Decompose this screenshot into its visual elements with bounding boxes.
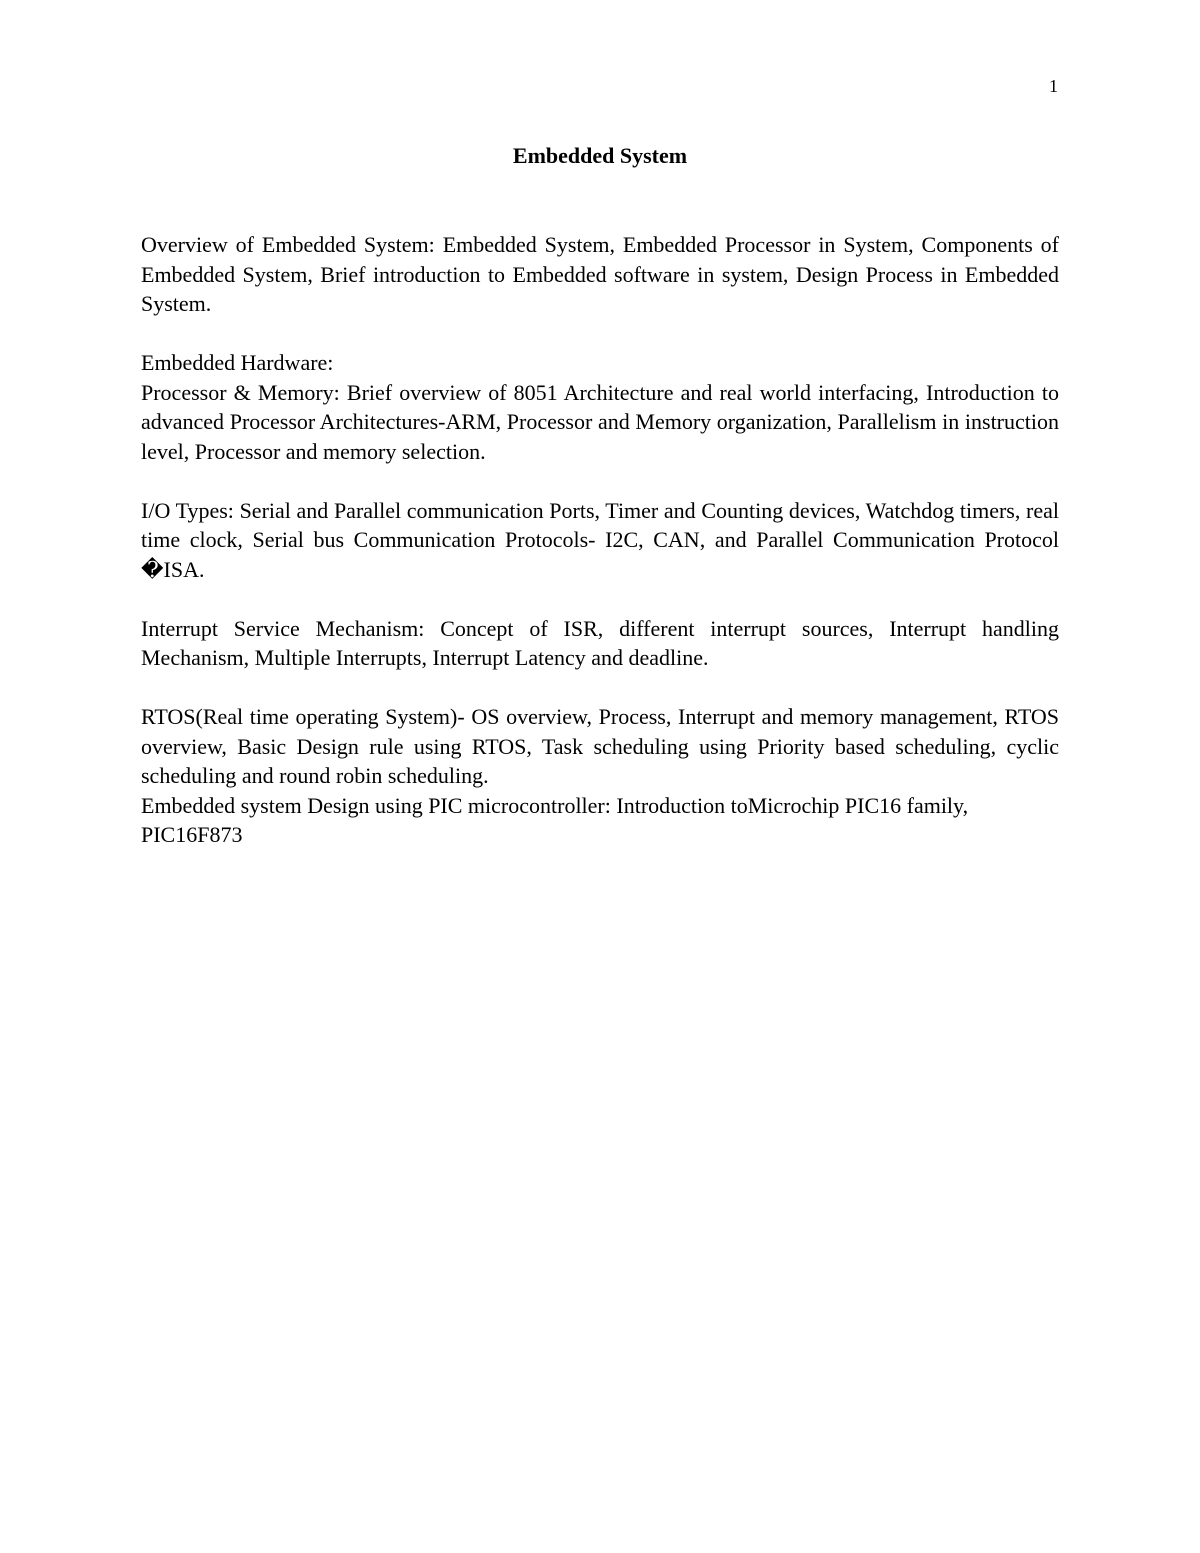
page-number: 1	[1049, 76, 1058, 96]
rtos-paragraph: RTOS(Real time operating System)- OS overview, Process, Interrupt and memory management, RTOS overview, Basic Design rule using RTOS, Task scheduling using Priority based scheduling, cyclic scheduling and round robin scheduling.	[141, 704, 1059, 788]
interrupt-paragraph: Interrupt Service Mechanism: Concept of ISR, different interrupt sources, Interrupt handling Mechanism, Multiple Interrupts, Interrupt Latency and deadline.	[141, 615, 1059, 670]
hardware-heading: Embedded Hardware:	[141, 350, 334, 375]
paragraph-gap	[141, 673, 1059, 703]
title-spacing	[141, 171, 1059, 230]
processor-memory-paragraph: Processor & Memory: Brief overview of 8051 Architecture and real world interfacing, Introduction to advanced Processor Architectures-ARM, Processor and Memory organization, Parallelism in instruction level, Processor and memory selection.	[141, 379, 1059, 464]
document-body	[141, 141, 1059, 850]
paragraph-gap	[141, 584, 1059, 614]
overview-paragraph: Overview of Embedded System: Embedded System, Embedded Processor in System, Components of Embedded System, Brief introduction to Embedded software in system, Design Process in Embedded System.	[141, 232, 1059, 316]
paragraph-gap	[141, 319, 1059, 349]
io-types-paragraph: I/O Types: Serial and Parallel communication Ports, Timer and Counting devices, Watchdog timers, real time clock, Serial bus Communication Protocols- I2C, CAN, and Parallel Communication Protocol �ISA.	[141, 497, 1059, 582]
pic-design-paragraph: Embedded system Design using PIC microcontroller: Introduction toMicrochip PIC16 family,	[141, 792, 969, 818]
paragraph-gap	[141, 466, 1059, 496]
document-title: Embedded System	[512, 143, 688, 168]
pic-model-line: PIC16F873	[141, 822, 243, 847]
